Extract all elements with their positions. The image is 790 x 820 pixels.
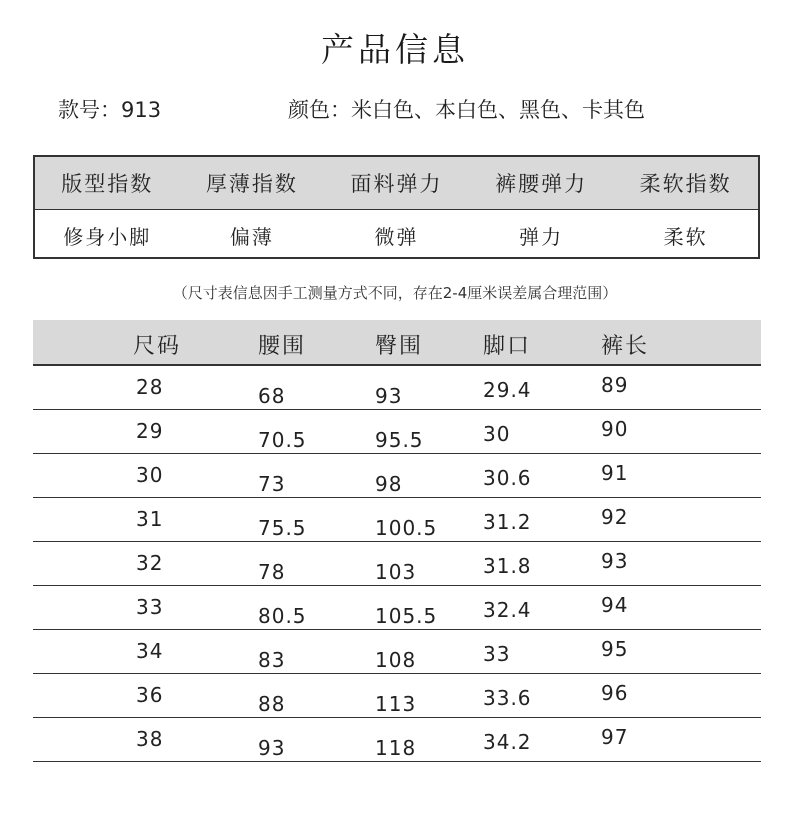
length-cell: 97 — [601, 725, 629, 749]
hip-cell: 100.5 — [375, 516, 438, 540]
hip-cell: 98 — [375, 472, 403, 496]
length-cell: 92 — [601, 505, 629, 529]
spec-header-cell: 裤腰弹力 — [495, 172, 588, 196]
leg-opening-cell: 33 — [483, 642, 511, 666]
size-cell: 28 — [136, 375, 164, 399]
leg-opening-cell: 34.2 — [483, 730, 532, 754]
measurement-note: （尺寸表信息因手工测量方式不同，存在2-4厘米误差属合理范围） — [172, 284, 618, 302]
waist-cell: 68 — [258, 384, 286, 408]
size-cell: 31 — [136, 507, 164, 531]
leg-opening-cell: 31.8 — [483, 554, 532, 578]
spec-header-cell: 柔软指数 — [639, 172, 732, 196]
size-header-cell: 尺码 — [133, 334, 182, 359]
hip-cell: 108 — [375, 648, 417, 672]
leg-opening-cell: 30 — [483, 422, 511, 446]
size-table — [33, 320, 761, 762]
waist-cell: 88 — [258, 692, 286, 716]
table-row — [33, 674, 761, 718]
table-row — [33, 718, 761, 762]
waist-cell: 93 — [258, 736, 286, 760]
hip-cell: 105.5 — [375, 604, 438, 628]
spec-header-cell: 面料弹力 — [350, 172, 443, 196]
table-row — [33, 454, 761, 498]
hip-cell: 93 — [375, 384, 403, 408]
table-row — [33, 586, 761, 630]
size-cell: 33 — [136, 595, 164, 619]
size-cell: 30 — [136, 463, 164, 487]
size-header-cell: 裤长 — [601, 334, 650, 359]
waist-cell: 83 — [258, 648, 286, 672]
spec-value-cell: 柔软 — [663, 224, 708, 249]
style-number: 款号：913 — [58, 98, 162, 122]
length-cell: 93 — [601, 549, 629, 573]
waist-cell: 78 — [258, 560, 286, 584]
size-cell: 29 — [136, 419, 164, 443]
hip-cell: 95.5 — [375, 428, 424, 452]
table-row — [33, 366, 761, 410]
table-row — [33, 542, 761, 586]
leg-opening-cell: 30.6 — [483, 466, 532, 490]
table-row — [33, 630, 761, 674]
length-cell: 91 — [601, 461, 629, 485]
leg-opening-cell: 31.2 — [483, 510, 532, 534]
leg-opening-cell: 33.6 — [483, 686, 532, 710]
size-cell: 38 — [136, 727, 164, 751]
spec-value-cell: 偏薄 — [229, 224, 274, 249]
length-cell: 90 — [601, 417, 629, 441]
spec-header-cell: 版型指数 — [61, 172, 154, 196]
spec-value-cell: 弹力 — [519, 224, 564, 249]
table-row — [33, 498, 761, 542]
size-header-row — [33, 320, 761, 366]
size-cell: 36 — [136, 683, 164, 707]
size-header-cell: 臀围 — [375, 334, 424, 359]
length-cell: 96 — [601, 681, 629, 705]
leg-opening-cell: 32.4 — [483, 598, 532, 622]
hip-cell: 118 — [375, 736, 417, 760]
waist-cell: 70.5 — [258, 428, 307, 452]
length-cell: 89 — [601, 373, 629, 397]
size-header-cell: 脚口 — [483, 334, 532, 359]
size-cell: 34 — [136, 639, 164, 663]
waist-cell: 80.5 — [258, 604, 307, 628]
size-header-cell: 腰围 — [258, 334, 307, 359]
waist-cell: 73 — [258, 472, 286, 496]
leg-opening-cell: 29.4 — [483, 378, 532, 402]
spec-header-row — [35, 157, 758, 210]
spec-table — [33, 155, 760, 259]
waist-cell: 75.5 — [258, 516, 307, 540]
spec-value-row — [35, 210, 758, 260]
color-options: 颜色：米白色、本白色、黑色、卡其色 — [288, 98, 645, 122]
table-row — [33, 410, 761, 454]
spec-value-cell: 修身小脚 — [63, 224, 152, 249]
spec-header-cell: 厚薄指数 — [205, 172, 298, 196]
hip-cell: 103 — [375, 560, 417, 584]
size-cell: 32 — [136, 551, 164, 575]
page-title: 产品信息 — [321, 30, 469, 69]
hip-cell: 113 — [375, 692, 417, 716]
length-cell: 95 — [601, 637, 629, 661]
spec-value-cell: 微弹 — [374, 224, 419, 249]
length-cell: 94 — [601, 593, 629, 617]
